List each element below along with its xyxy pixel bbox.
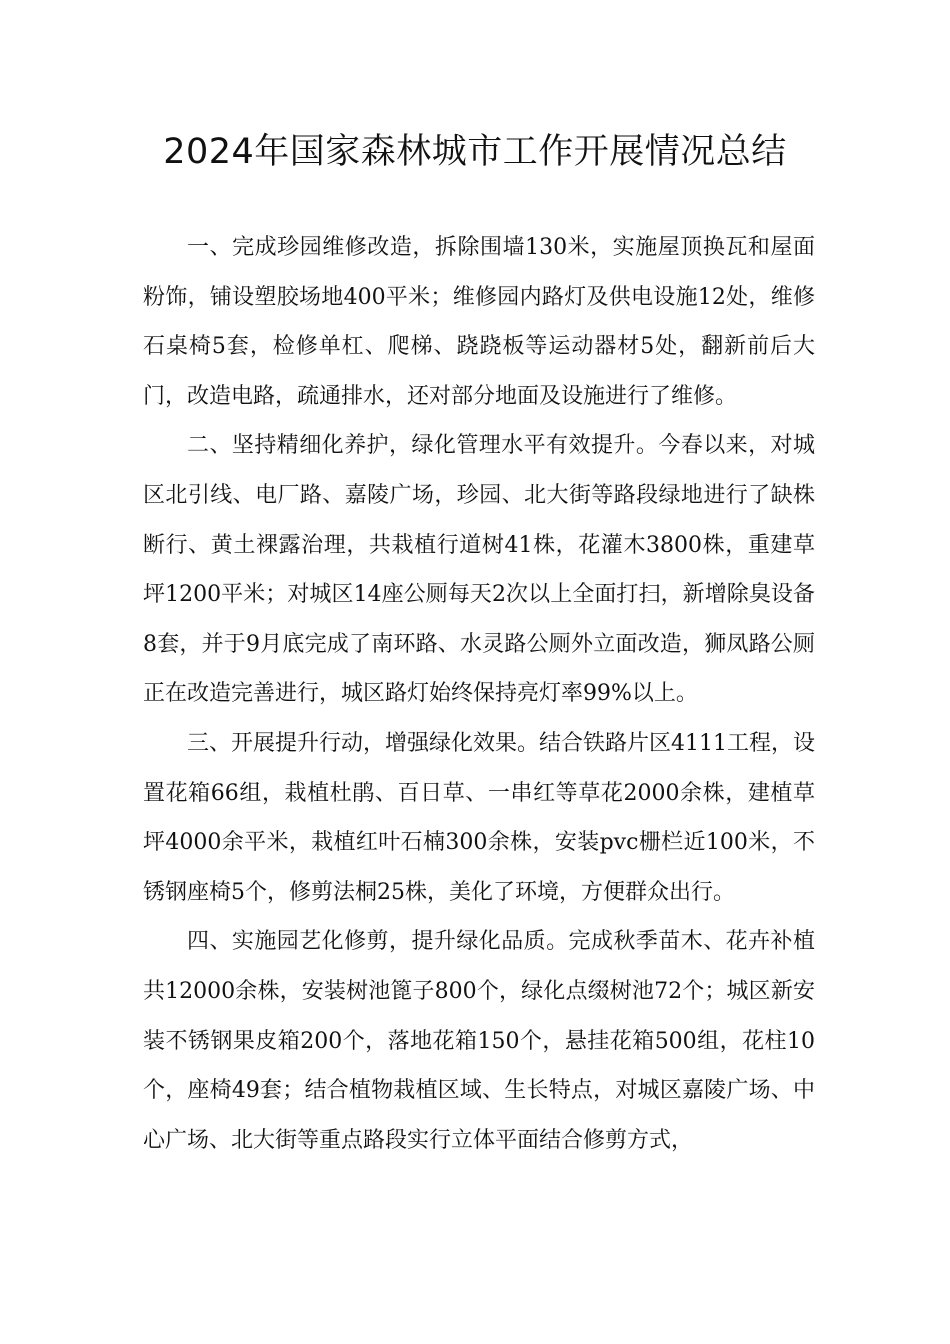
document-title: 2024年国家森林城市工作开展情况总结 [163,132,787,172]
paragraph-2: 二、坚持精细化养护，绿化管理水平有效提升。今春以来，对城区北引线、电厂路、嘉陵广场，珍园、北大街等路段绿地进行了缺株断行、黄土裸露治理，共栽植行道树41株，花灌木3800株，重建草坪1200平米；对城区14座公厕每天2次以上全面打扫，新增除臭设备8套，并于9月底完成了南环路、水灵路公厕外立面改造，狮凤路公厕正在改造完善进行，城区路灯始终保持亮灯率99%以上。 [143,433,815,707]
document-body [143,223,815,1165]
paragraph-1: 一、完成珍园维修改造，拆除围墙130米，实施屋顶换瓦和屋面粉饰，铺设塑胶场地400平米；维修园内路灯及供电设施12处，维修石桌椅5套，检修单杠、爬梯、跷跷板等运动器材5处，翻新前后大门，改造电路，疏通排水，还对部分地面及设施进行了维修。 [143,235,815,409]
paragraph-4: 四、实施园艺化修剪，提升绿化品质。完成秋季苗木、花卉补植共12000余株，安装树池篦子800个，绿化点缀树池72个；城区新安装不锈钢果皮箱200个，落地花箱150个，悬挂花箱500组，花柱10个，座椅49套；结合植物栽植区域、生长特点，对城区嘉陵广场、中心广场、北大街等重点路段实行立体平面结合修剪方式， [143,929,815,1153]
paragraph-3: 三、开展提升行动，增强绿化效果。结合铁路片区4111工程，设置花箱66组，栽植杜鹃、百日草、一串红等草花2000余株，建植草坪4000余平米，栽植红叶石楠300余株，安装pvc栅栏近100米，不锈钢座椅5个，修剪法桐25株，美化了环境，方便群众出行。 [143,730,815,905]
